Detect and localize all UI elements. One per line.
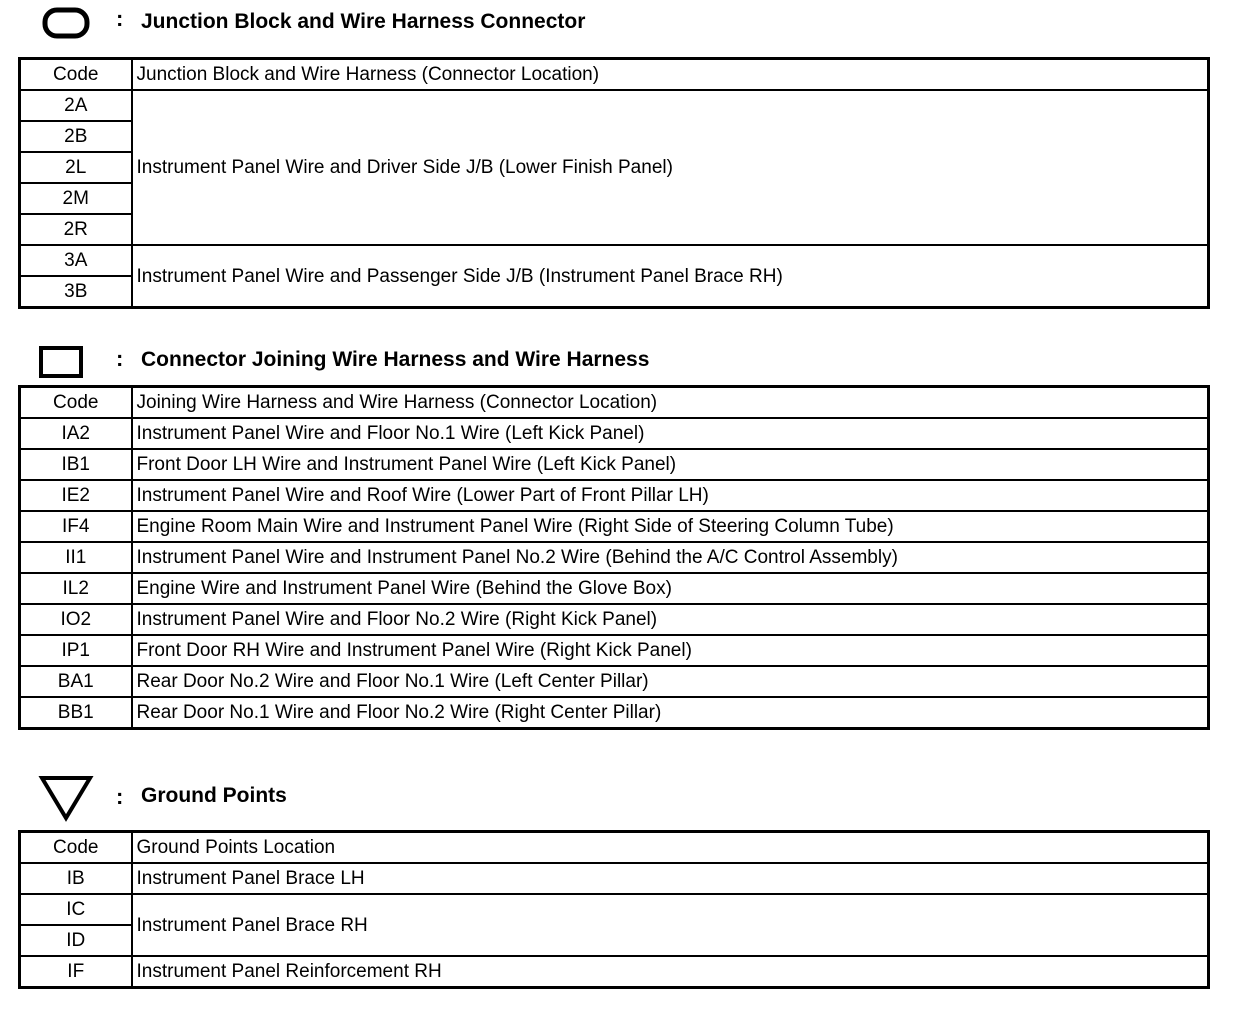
location-cell: Instrument Panel Wire and Instrument Panel No.2 Wire (Behind the A/C Control Assembly) xyxy=(132,542,1209,573)
rectangle-icon xyxy=(38,344,84,380)
code-cell: 3B xyxy=(20,276,132,308)
code-cell: IE2 xyxy=(20,480,132,511)
location-column-header: Junction Block and Wire Harness (Connector Location) xyxy=(132,59,1209,91)
table-row xyxy=(20,894,1209,925)
table-row xyxy=(20,245,1209,276)
table-row xyxy=(20,573,1209,604)
code-cell: IA2 xyxy=(20,418,132,449)
connector-section-header xyxy=(0,340,1248,380)
code-cell: 2L xyxy=(20,152,132,183)
table-row xyxy=(20,90,1209,121)
location-cell: Rear Door No.1 Wire and Floor No.2 Wire (Right Center Pillar) xyxy=(132,697,1209,729)
location-cell: Instrument Panel Wire and Floor No.2 Wire (Right Kick Panel) xyxy=(132,604,1209,635)
ground-section-header xyxy=(0,774,1248,814)
code-column-header: Code xyxy=(20,387,132,419)
junction-section-header xyxy=(0,2,1248,42)
code-cell: IB xyxy=(20,863,132,894)
code-column-header: Code xyxy=(20,59,132,91)
location-cell: Rear Door No.2 Wire and Floor No.1 Wire (Left Center Pillar) xyxy=(132,666,1209,697)
location-cell: Instrument Panel Reinforcement RH xyxy=(132,956,1209,988)
code-cell: II1 xyxy=(20,542,132,573)
ground-table xyxy=(18,830,1210,989)
connector-table xyxy=(18,385,1210,730)
rounded-rectangle-icon xyxy=(42,6,90,40)
table-header-row xyxy=(20,387,1209,419)
table-row xyxy=(20,511,1209,542)
location-cell: Instrument Panel Wire and Roof Wire (Lower Part of Front Pillar LH) xyxy=(132,480,1209,511)
table-row xyxy=(20,418,1209,449)
code-cell: 2B xyxy=(20,121,132,152)
code-column-header: Code xyxy=(20,832,132,864)
ground-colon: : xyxy=(116,784,124,809)
connector-colon: : xyxy=(116,346,124,371)
table-row xyxy=(20,863,1209,894)
table-row xyxy=(20,697,1209,729)
location-column-header: Ground Points Location xyxy=(132,832,1209,864)
code-cell: 2A xyxy=(20,90,132,121)
location-cell: Instrument Panel Wire and Floor No.1 Wire (Left Kick Panel) xyxy=(132,418,1209,449)
code-cell: 2R xyxy=(20,214,132,245)
table-row xyxy=(20,480,1209,511)
table-row xyxy=(20,604,1209,635)
code-cell: IB1 xyxy=(20,449,132,480)
code-cell: IF4 xyxy=(20,511,132,542)
table-row xyxy=(20,635,1209,666)
junction-colon: : xyxy=(116,6,124,31)
location-column-header: Joining Wire Harness and Wire Harness (Connector Location) xyxy=(132,387,1209,419)
table-header-row xyxy=(20,59,1209,91)
code-cell: 3A xyxy=(20,245,132,276)
code-cell: 2M xyxy=(20,183,132,214)
code-cell: IO2 xyxy=(20,604,132,635)
code-cell: BA1 xyxy=(20,666,132,697)
table-row xyxy=(20,666,1209,697)
location-cell: Instrument Panel Wire and Passenger Side J/B (Instrument Panel Brace RH) xyxy=(132,245,1209,308)
ground-section-title: Ground Points xyxy=(141,784,287,807)
inverted-triangle-icon xyxy=(38,774,94,822)
junction-section-title: Junction Block and Wire Harness Connector xyxy=(141,10,586,33)
location-cell: Engine Wire and Instrument Panel Wire (Behind the Glove Box) xyxy=(132,573,1209,604)
location-cell: Instrument Panel Wire and Driver Side J/B (Lower Finish Panel) xyxy=(132,90,1209,245)
table-header-row xyxy=(20,832,1209,864)
table-row xyxy=(20,542,1209,573)
code-cell: IL2 xyxy=(20,573,132,604)
table-row xyxy=(20,449,1209,480)
code-cell: BB1 xyxy=(20,697,132,729)
location-cell: Instrument Panel Brace RH xyxy=(132,894,1209,956)
location-cell: Front Door RH Wire and Instrument Panel Wire (Right Kick Panel) xyxy=(132,635,1209,666)
table-row xyxy=(20,956,1209,988)
location-cell: Front Door LH Wire and Instrument Panel Wire (Left Kick Panel) xyxy=(132,449,1209,480)
code-cell: IP1 xyxy=(20,635,132,666)
code-cell: IC xyxy=(20,894,132,925)
code-cell: ID xyxy=(20,925,132,956)
code-cell: IF xyxy=(20,956,132,988)
location-cell: Engine Room Main Wire and Instrument Panel Wire (Right Side of Steering Column Tube) xyxy=(132,511,1209,542)
location-cell: Instrument Panel Brace LH xyxy=(132,863,1209,894)
connector-section-title: Connector Joining Wire Harness and Wire Harness xyxy=(141,348,650,371)
junction-table xyxy=(18,57,1210,309)
